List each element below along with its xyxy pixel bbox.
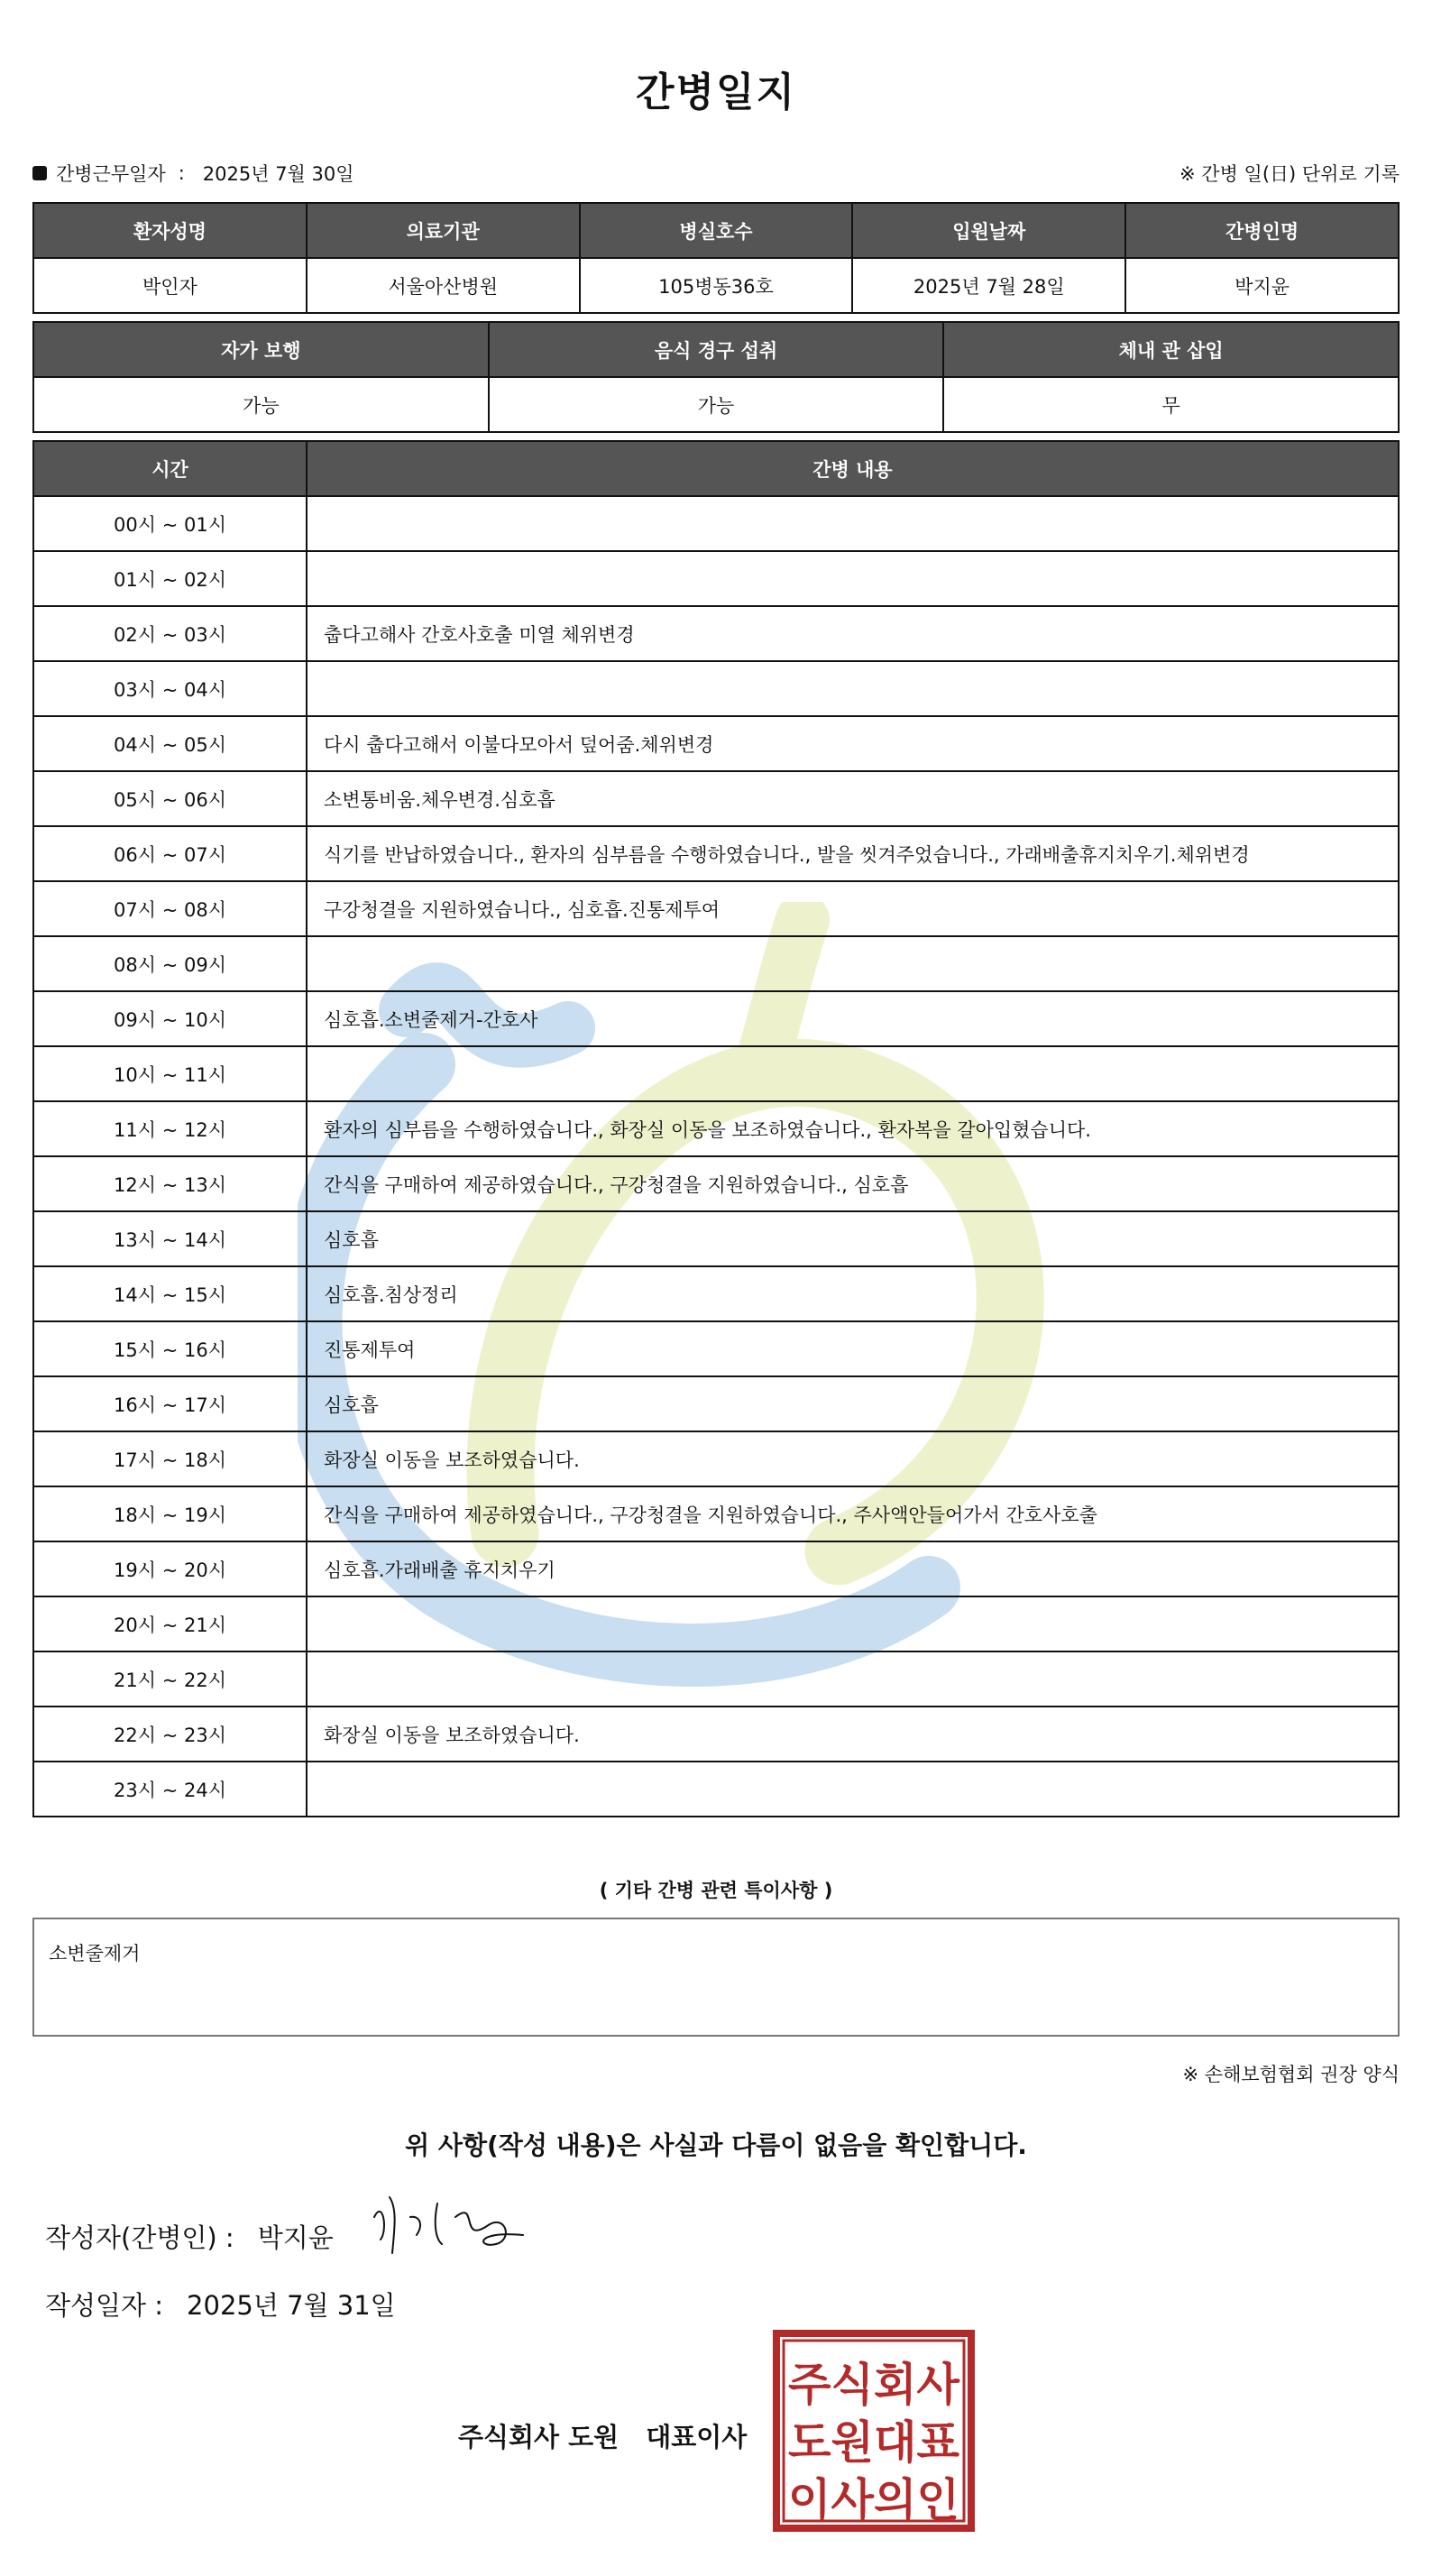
care-content-cell [307, 661, 1399, 716]
bullet-square-icon [32, 166, 47, 180]
table-row [33, 551, 1399, 606]
table-row [33, 1321, 1399, 1376]
care-content-cell [307, 1651, 1399, 1707]
patient-info-value-row [33, 258, 1399, 313]
time-cell: 11시 ~ 12시 [33, 1101, 307, 1156]
time-cell: 12시 ~ 13시 [33, 1156, 307, 1211]
remarks-box [32, 1918, 1400, 2037]
handwritten-signature [370, 2190, 532, 2262]
time-cell: 06시 ~ 07시 [33, 826, 307, 881]
tube-insertion-value: 무 [943, 377, 1399, 432]
hospital-name: 서울아산병원 [307, 258, 580, 313]
remarks-title: ( 기타 간병 관련 특이사항 ) [599, 1880, 833, 1901]
care-content-cell: 간식을 구매하여 제공하였습니다., 구강청결을 지원하였습니다., 심호흡 [307, 1156, 1399, 1211]
table-row [33, 496, 1399, 551]
table-row [33, 661, 1399, 716]
header-oral-intake: 음식 경구 섭취 [489, 322, 944, 377]
admission-date: 2025년 7월 28일 [852, 258, 1125, 313]
table-row [33, 1046, 1399, 1101]
written-date-line [45, 2286, 396, 2323]
table-row [33, 1156, 1399, 1211]
care-content-cell: 진통제투여 [307, 1321, 1399, 1376]
patient-status-table [32, 321, 1400, 433]
care-content-cell [307, 1762, 1399, 1817]
company-name: 주식회사 도원 [458, 2422, 620, 2452]
table-row [33, 1651, 1399, 1707]
writer-name: 박지윤 [257, 2222, 334, 2253]
header-care-content: 간병 내용 [307, 441, 1399, 496]
table-row [33, 936, 1399, 991]
care-content-cell [307, 496, 1399, 551]
time-cell: 08시 ~ 09시 [33, 936, 307, 991]
care-content-cell: 구강청결을 지원하였습니다., 심호흡.진통제투여 [307, 881, 1399, 936]
care-content-cell: 다시 춥다고해서 이불다모아서 덮어줌.체위변경 [307, 716, 1399, 771]
work-date-colon: : [178, 162, 185, 184]
care-log-table [32, 440, 1400, 1817]
care-content-cell [307, 1046, 1399, 1101]
time-cell: 21시 ~ 22시 [33, 1651, 307, 1707]
table-row [33, 991, 1399, 1046]
time-cell: 04시 ~ 05시 [33, 716, 307, 771]
time-cell: 17시 ~ 18시 [33, 1431, 307, 1486]
header-time: 시간 [33, 441, 307, 496]
care-content-cell: 간식을 구매하여 제공하였습니다., 구강청결을 지원하였습니다., 주사액안들어가서 간호사호출 [307, 1486, 1399, 1541]
care-content-cell: 심호흡.소변줄제거-간호사 [307, 991, 1399, 1046]
caregiver-name: 박지윤 [1125, 258, 1399, 313]
care-content-cell: 심호흡.가래배출 휴지치우기 [307, 1541, 1399, 1596]
time-cell: 19시 ~ 20시 [33, 1541, 307, 1596]
table-row [33, 1431, 1399, 1486]
svg-text:도원대표: 도원대표 [788, 2416, 960, 2469]
header-hospital: 의료기관 [307, 203, 580, 258]
time-cell: 20시 ~ 21시 [33, 1596, 307, 1651]
care-log-header-row [33, 441, 1399, 496]
work-date-value: 2025년 7월 30일 [202, 163, 354, 185]
time-cell: 15시 ~ 16시 [33, 1321, 307, 1376]
table-row [33, 1596, 1399, 1651]
patient-info-header-row [33, 203, 1399, 258]
time-cell: 13시 ~ 14시 [33, 1211, 307, 1266]
patient-name: 박인자 [33, 258, 307, 313]
time-cell: 16시 ~ 17시 [33, 1376, 307, 1431]
care-content-cell: 심호흡 [307, 1376, 1399, 1431]
room-number: 105병동36호 [580, 258, 853, 313]
svg-text:주식회사: 주식회사 [788, 2359, 960, 2411]
time-cell: 07시 ~ 08시 [33, 881, 307, 936]
care-content-cell: 화장실 이동을 보조하였습니다. [307, 1707, 1399, 1762]
table-row [33, 1266, 1399, 1321]
header-room: 병실호수 [580, 203, 853, 258]
table-row [33, 1211, 1399, 1266]
time-cell: 14시 ~ 15시 [33, 1266, 307, 1321]
table-row [33, 1101, 1399, 1156]
table-row [33, 716, 1399, 771]
table-row [33, 1541, 1399, 1596]
time-cell: 23시 ~ 24시 [33, 1762, 307, 1817]
care-log-body [33, 496, 1399, 1817]
header-self-walking: 자가 보행 [33, 322, 489, 377]
time-cell: 03시 ~ 04시 [33, 661, 307, 716]
care-content-cell [307, 551, 1399, 606]
care-content-cell: 심호흡.침상정리 [307, 1266, 1399, 1321]
time-cell: 18시 ~ 19시 [33, 1486, 307, 1541]
header-patient-name: 환자성명 [33, 203, 307, 258]
care-content-cell [307, 936, 1399, 991]
remarks-content: 소변줄제거 [49, 1943, 141, 1964]
care-content-cell: 환자의 심부름을 수행하였습니다., 화장실 이동을 보조하였습니다., 환자복을 갈아입혔습니다. [307, 1101, 1399, 1156]
table-row [33, 1376, 1399, 1431]
time-cell: 22시 ~ 23시 [33, 1707, 307, 1762]
representative-title: 대표이사 [646, 2422, 748, 2452]
oral-intake-value: 가능 [489, 377, 944, 432]
status-header-row [33, 322, 1399, 377]
status-value-row [33, 377, 1399, 432]
time-cell: 01시 ~ 02시 [33, 551, 307, 606]
table-row [33, 881, 1399, 936]
header-tube-insertion: 체내 관 삽입 [943, 322, 1399, 377]
record-unit-note: ※ 간병 일(日) 단위로 기록 [1180, 163, 1400, 185]
care-content-cell: 춥다고해사 간호사호출 미열 체위변경 [307, 606, 1399, 661]
table-row [33, 606, 1399, 661]
table-row [33, 826, 1399, 881]
form-source-note: ※ 손해보험협회 권장 양식 [1182, 2064, 1400, 2085]
care-content-cell: 식기를 반납하였습니다., 환자의 심부름을 수행하였습니다., 발을 씻겨주었습니다., 가래배출휴지치우기.체위변경 [307, 826, 1399, 881]
work-date-label: 간병근무일자 [56, 163, 166, 185]
written-date-label: 작성일자 : [45, 2290, 164, 2321]
care-content-cell: 심호흡 [307, 1211, 1399, 1266]
time-cell: 10시 ~ 11시 [33, 1046, 307, 1101]
confirmation-statement: 위 사항(작성 내용)은 사실과 다름이 없음을 확인합니다. [405, 2130, 1027, 2160]
care-content-cell: 화장실 이동을 보조하였습니다. [307, 1431, 1399, 1486]
table-row [33, 1707, 1399, 1762]
care-content-cell: 소변통비움.체우변경.심호흡 [307, 771, 1399, 826]
company-seal-stamp [773, 2330, 975, 2532]
self-walking-value: 가능 [33, 377, 489, 432]
time-cell: 00시 ~ 01시 [33, 496, 307, 551]
care-content-cell [307, 1596, 1399, 1651]
writer-label: 작성자(간병인) : [45, 2222, 234, 2253]
time-cell: 02시 ~ 03시 [33, 606, 307, 661]
table-row [33, 1762, 1399, 1817]
time-cell: 09시 ~ 10시 [33, 991, 307, 1046]
time-cell: 05시 ~ 06시 [33, 771, 307, 826]
table-row [33, 771, 1399, 826]
header-admission-date: 입원날짜 [852, 203, 1125, 258]
patient-info-table [32, 202, 1400, 314]
work-date-line [32, 160, 354, 187]
written-date-value: 2025년 7월 31일 [187, 2290, 396, 2321]
company-line [458, 2417, 747, 2454]
writer-line [45, 2218, 334, 2255]
header-caregiver: 간병인명 [1125, 203, 1399, 258]
svg-text:이사의인: 이사의인 [788, 2474, 959, 2526]
page-title: 간병일지 [635, 69, 796, 115]
table-row [33, 1486, 1399, 1541]
